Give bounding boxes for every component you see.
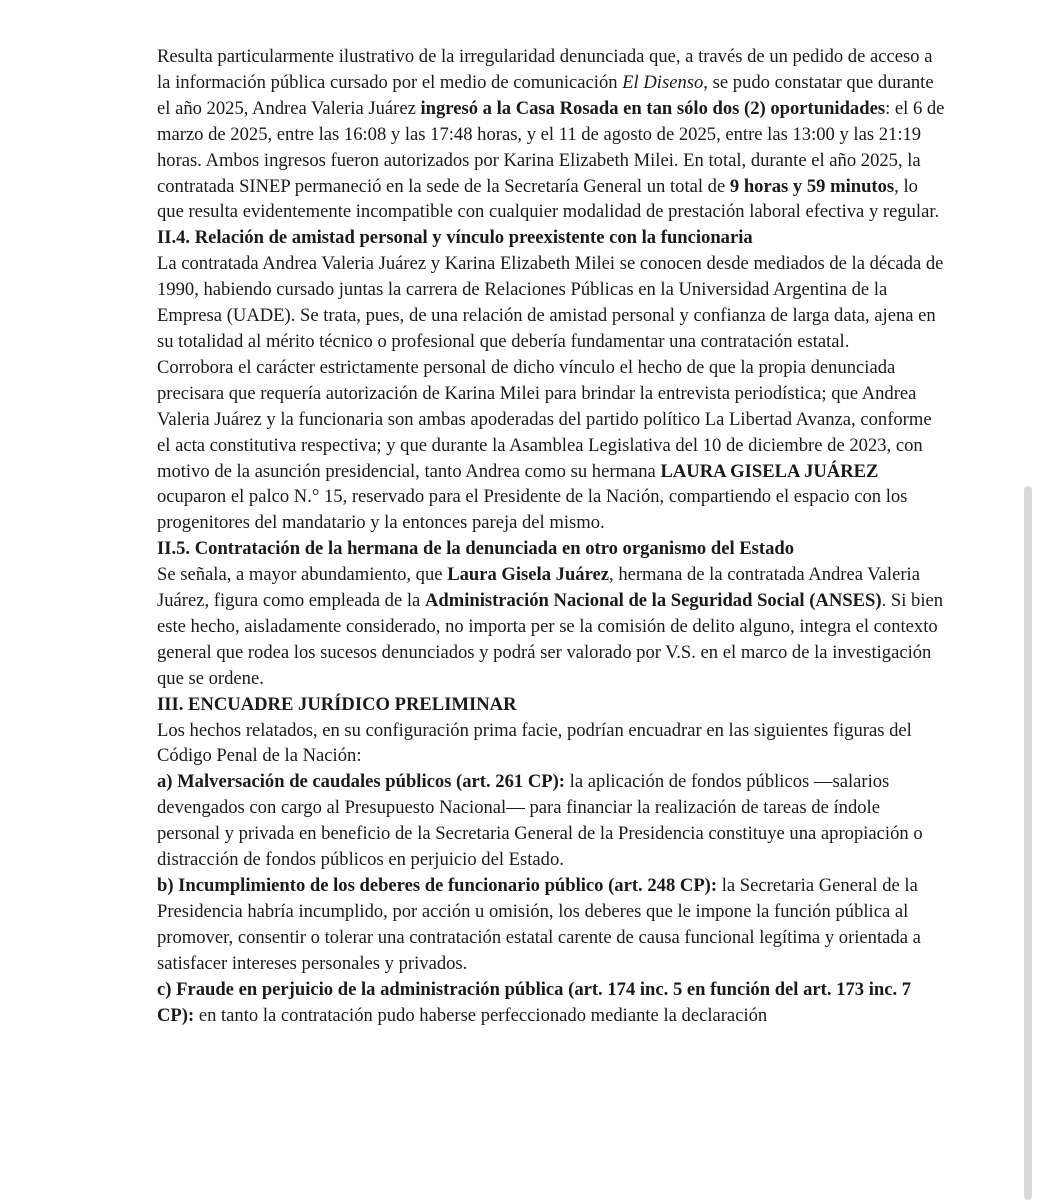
scrollbar-thumb[interactable] (1024, 486, 1032, 1200)
item-title: a) Malversación de caudales públicos (art. 261 CP): (157, 771, 565, 793)
text: . Si bien este hecho, aisladamente considerado, no importa per se la comisión de delito alguno, integra el contexto general que rodea los sucesos denunciados y podrá ser valorado por V.S. en el marco de la investigación que se ordene. (157, 590, 944, 689)
text: , se pudo constatar que durante el año 2025, Andrea Valeria Juárez (157, 71, 934, 119)
scrollbar[interactable] (1024, 486, 1032, 1200)
text: Resulta particularmente ilustrativo de la irregularidad denunciada que, a través de un pedido de acceso a la información pública cursado por el medio de comunicación (157, 46, 933, 93)
media-name: El Disenso (622, 71, 704, 93)
text: : el 6 de marzo de 2025, entre las 16:08 y las 17:48 horas, y el 11 de agosto de 2025, entre las 13:00 y las 21:19 horas. Ambos ingresos fueron autorizados por Karina Elizabeth Milei. En total, durante el año 2025, la contratada SINEP permaneció en la sede de la Secretaría General un total de (157, 97, 945, 197)
emphasis: 9 horas y 59 minutos (729, 175, 895, 197)
paragraph-encuadre: Los hechos relatados, en su configuración prima facie, podrían encuadrar en las siguientes figuras del Código Penal de la Nación: (157, 719, 912, 767)
section-heading-iii: III. ENCUADRE JURÍDICO PRELIMINAR (157, 693, 517, 715)
text: la Secretaria General de la Presidencia habría incumplido, por acción u omisión, los deberes que le impone la función pública al promover, consentir o tolerar una contratación estatal carente de causa funcional legítima y orientada a satisfacer intereses personales y privados. (157, 875, 921, 974)
text: , hermana de la contratada Andrea Valeria Juárez, figura como empleada de la (157, 564, 920, 612)
text: la aplicación de fondos públicos —salarios devengados con cargo al Presupuesto Nacional— para financiar la realización de tareas de índole personal y privada en beneficio de la Secretaria General de la Presidencia constituye una apropiación o distracción de fondos públicos en perjuicio del Estado. (157, 771, 923, 871)
text: Corrobora el carácter estrictamente personal de dicho vínculo el hecho de que la propia denunciada precisara que requería autorización de Karina Milei para brindar la entrevista periodística; que Andrea Valeria Juárez y la funcionaria son ambas apoderadas del partido político La Libertad Avanza, conforme el acta constitutiva respectiva; y que durante la Asamblea Legislativa del 10 de diciembre de 2023, con motivo de la asunción presidencial, tanto Andrea como su hermana (157, 356, 932, 482)
item-title: b) Incumplimiento de los deberes de funcionario público (art. 248 CP): (157, 875, 718, 896)
emphasis: ingresó a la Casa Rosada en tan sólo dos (2) oportunidades (420, 97, 886, 119)
emphasis: Administración Nacional de la Seguridad Social (ANSES) (424, 590, 882, 612)
paragraph-vinculo (157, 355, 947, 536)
paragraph-ingresos (157, 44, 947, 225)
section-heading-ii5: II.5. Contratación de la hermana de la denunciada en otro organismo del Estado (157, 538, 795, 560)
section-heading-ii4: II.4. Relación de amistad personal y vínculo preexistente con la funcionaria (157, 227, 753, 249)
paragraph-item-a (157, 769, 947, 873)
text: en tanto la contratación pudo haberse perfeccionado mediante la declaración (194, 1004, 768, 1026)
paragraph-amistad: La contratada Andrea Valeria Juárez y Karina Elizabeth Milei se conocen desde mediados de la década de 1990, habiendo cursado juntas la carrera de Relaciones Públicas en la Universidad Argentina de la Empresa (UADE). Se trata, pues, de una relación de amistad personal y confianza de larga data, ajena en su totalidad al mérito técnico o profesional que debería fundamentar una contratación estatal. (157, 253, 944, 352)
item-title: c) Fraude en perjuicio de la administración pública (art. 174 inc. 5 en función del art. 173 inc. 7 CP): (157, 978, 912, 1026)
text: Se señala, a mayor abundamiento, que (157, 564, 448, 586)
text: ocuparon el palco N.° 15, reservado para el Presidente de la Nación, compartiendo el espacio con los progenitores del mandatario y la entonces pareja del mismo. (157, 486, 908, 534)
emphasis: LAURA GISELA JUÁREZ (660, 460, 879, 482)
document-page (157, 44, 947, 1028)
emphasis: Laura Gisela Juárez (447, 564, 610, 586)
paragraph-item-b (157, 873, 947, 977)
paragraph-item-c (157, 977, 947, 1029)
paragraph-hermana (157, 562, 947, 692)
text: , lo que resulta evidentemente incompatible con cualquier modalidad de prestación laboral efectiva y regular. (157, 175, 940, 223)
